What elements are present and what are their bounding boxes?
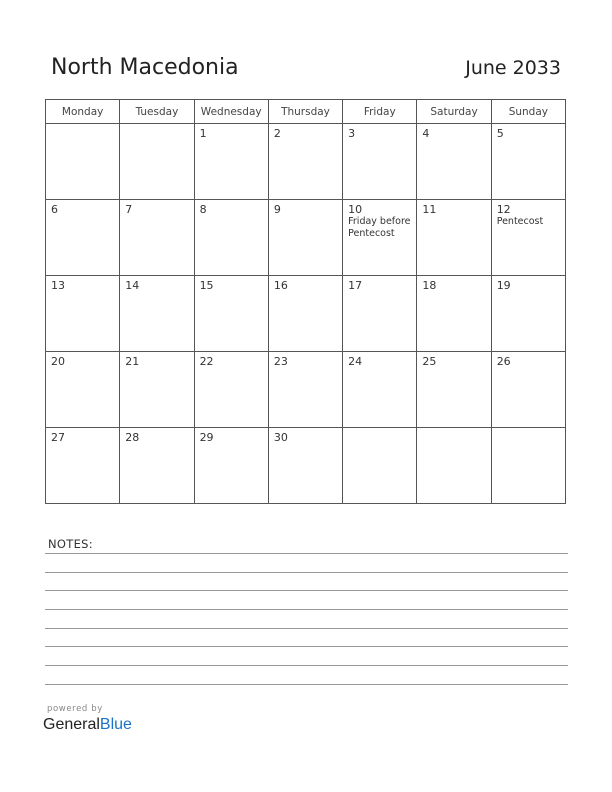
week-row (46, 352, 566, 428)
weekday-header: Sunday (491, 100, 565, 124)
brand-part-blue: Blue (99, 716, 132, 733)
day-number: 15 (199, 279, 214, 292)
day-cell (417, 124, 491, 200)
day-cell (417, 428, 491, 504)
week-row (46, 200, 566, 276)
day-cell (120, 124, 194, 200)
day-cell (268, 124, 342, 200)
day-number: 1 (199, 127, 207, 140)
day-number: 9 (273, 203, 281, 216)
day-cell (268, 200, 342, 276)
day-number: 7 (125, 203, 133, 216)
note-line (45, 572, 568, 573)
note-line (45, 628, 568, 629)
day-cell (268, 428, 342, 504)
note-line (45, 609, 568, 610)
day-cell (46, 276, 120, 352)
day-cell (343, 276, 417, 352)
day-cell (343, 200, 417, 276)
day-cell (120, 352, 194, 428)
day-number: 13 (51, 279, 65, 292)
day-number: 16 (273, 279, 288, 292)
day-number: 4 (422, 127, 430, 140)
day-number: 3 (348, 127, 356, 140)
day-cell (491, 124, 565, 200)
day-cell (46, 352, 120, 428)
day-number: 17 (348, 279, 363, 292)
day-cell (194, 352, 268, 428)
week-row (46, 124, 566, 200)
generalblue-logo (43, 716, 132, 734)
day-number: 5 (496, 127, 504, 140)
day-cell (491, 200, 565, 276)
day-number: 25 (422, 355, 437, 368)
day-cell (268, 352, 342, 428)
day-number: 23 (273, 355, 288, 368)
weekday-header: Monday (46, 100, 120, 124)
day-cell (343, 352, 417, 428)
day-number: 28 (125, 431, 140, 444)
brand-part-general: General (43, 716, 100, 733)
day-cell (343, 124, 417, 200)
note-line (45, 553, 568, 554)
day-number: 6 (51, 203, 58, 216)
day-cell (268, 276, 342, 352)
weekday-header: Friday (343, 100, 417, 124)
day-cell (491, 276, 565, 352)
calendar-title: North Macedonia (51, 55, 239, 80)
day-cell (417, 352, 491, 428)
weekday-header-row (46, 100, 566, 124)
day-cell (417, 276, 491, 352)
day-number: 22 (199, 355, 214, 368)
day-cell (194, 428, 268, 504)
day-number: 20 (51, 355, 65, 368)
day-cell (120, 200, 194, 276)
day-number: 11 (422, 203, 437, 216)
day-cell (491, 428, 565, 504)
day-cell (194, 200, 268, 276)
notes-label: NOTES: (48, 537, 93, 551)
note-line (45, 684, 568, 685)
day-cell (46, 200, 120, 276)
day-cell (491, 352, 565, 428)
note-line (45, 590, 568, 591)
day-cell (343, 428, 417, 504)
weekday-header: Tuesday (120, 100, 194, 124)
day-number: 29 (199, 431, 214, 444)
month-year: June 2033 (465, 57, 561, 79)
day-number: 21 (125, 355, 140, 368)
day-cell (120, 428, 194, 504)
day-number: 2 (273, 127, 281, 140)
holiday-event: Friday before Pentecost (348, 216, 411, 239)
day-number: 27 (51, 431, 65, 444)
holiday-event: Pentecost (496, 216, 544, 227)
day-number: 12 (496, 203, 511, 216)
day-cell (417, 200, 491, 276)
day-number: 18 (422, 279, 437, 292)
weekday-header: Thursday (268, 100, 342, 124)
day-number: 30 (273, 431, 288, 444)
day-cell (120, 276, 194, 352)
note-line (45, 665, 568, 666)
day-cell (46, 124, 120, 200)
day-number: 26 (496, 355, 511, 368)
day-cell (194, 276, 268, 352)
week-row (46, 428, 566, 504)
weekday-header: Wednesday (194, 100, 268, 124)
powered-by-label: powered by (47, 704, 103, 714)
weekday-header: Saturday (417, 100, 491, 124)
calendar-grid (45, 99, 566, 504)
day-number: 19 (496, 279, 511, 292)
day-number: 24 (348, 355, 363, 368)
day-number: 8 (199, 203, 207, 216)
day-cell (46, 428, 120, 504)
day-cell (194, 124, 268, 200)
day-number: 10 (348, 203, 363, 216)
week-row (46, 276, 566, 352)
day-number: 14 (125, 279, 140, 292)
note-line (45, 646, 568, 647)
